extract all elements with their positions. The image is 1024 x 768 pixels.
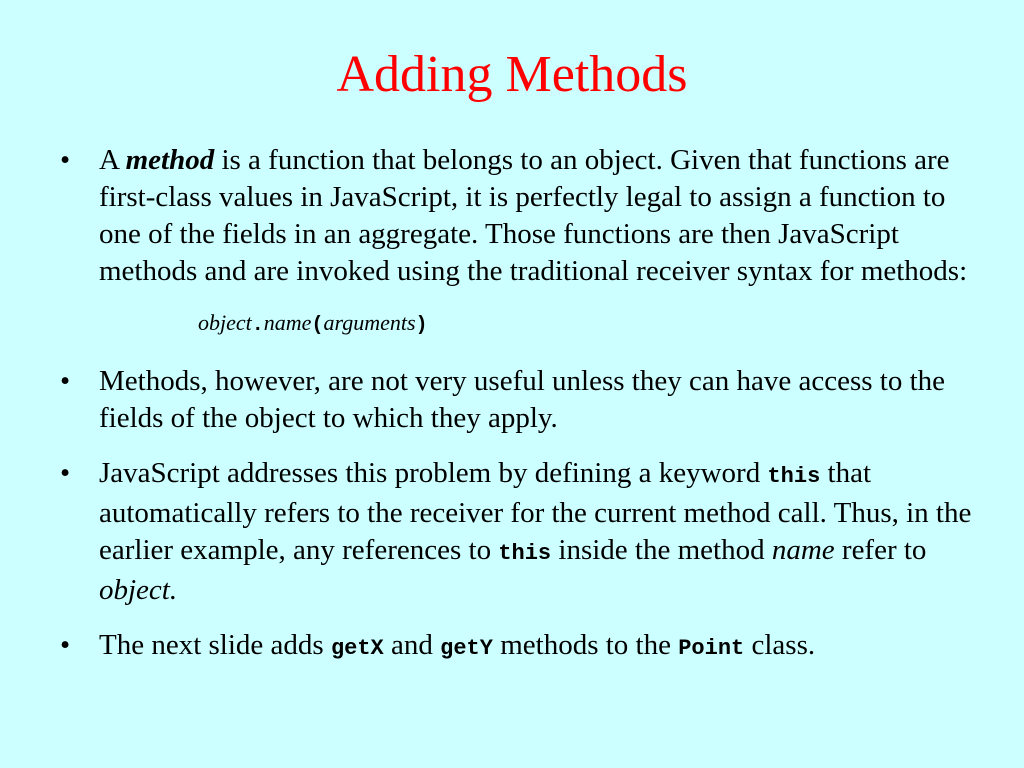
emphasis-method: method	[125, 144, 215, 176]
syntax-lparen: (	[311, 314, 324, 337]
syntax-dot: .	[251, 314, 264, 337]
text: inside the method	[551, 534, 772, 566]
syntax-name: name	[263, 310, 312, 335]
text: Methods, however, are not very useful unless they can have access to the fields of the object to which they apply.	[99, 365, 945, 434]
code-getx: getX	[330, 636, 384, 661]
text: JavaScript addresses this problem by defining a keyword	[99, 457, 768, 489]
code-point: Point	[678, 636, 745, 661]
bullet-dot: •	[60, 629, 71, 661]
text: A	[99, 144, 126, 176]
italic-object: object.	[99, 574, 178, 606]
bullet-methods-access	[60, 363, 980, 437]
text: that automatically refers to the receiver for the current method call. Thus, in the earlier example, any references to	[99, 457, 972, 566]
text: refer to	[834, 534, 927, 566]
bullet-method-definition	[60, 142, 980, 290]
text: The next slide adds	[99, 629, 331, 661]
text: class.	[744, 629, 816, 661]
bullet-dot: •	[60, 457, 71, 489]
text: methods to the	[492, 629, 679, 661]
slide-title: Adding Methods	[336, 46, 688, 103]
syntax-object: object	[198, 310, 252, 335]
syntax-arguments: arguments	[323, 310, 416, 335]
text: and	[383, 629, 441, 661]
syntax-rparen: )	[415, 314, 428, 337]
bullet-next-slide	[60, 627, 980, 667]
code-gety: getY	[440, 636, 493, 661]
syntax-example	[198, 308, 980, 341]
bullet-dot: •	[60, 365, 71, 397]
keyword-this: this	[498, 541, 552, 566]
keyword-this: this	[767, 464, 821, 489]
italic-name: name	[771, 534, 835, 566]
bullet-dot: •	[60, 144, 71, 176]
bullet-list	[60, 142, 980, 685]
text: is a function that belongs to an object. Given that functions are first-class values in JavaScript, it is perfectly legal to assign a function to one of the fields in an aggregate. Those functions are then JavaScript methods and are invoked using the traditional receiver syntax for methods:	[99, 144, 968, 287]
bullet-this-keyword	[60, 455, 980, 609]
